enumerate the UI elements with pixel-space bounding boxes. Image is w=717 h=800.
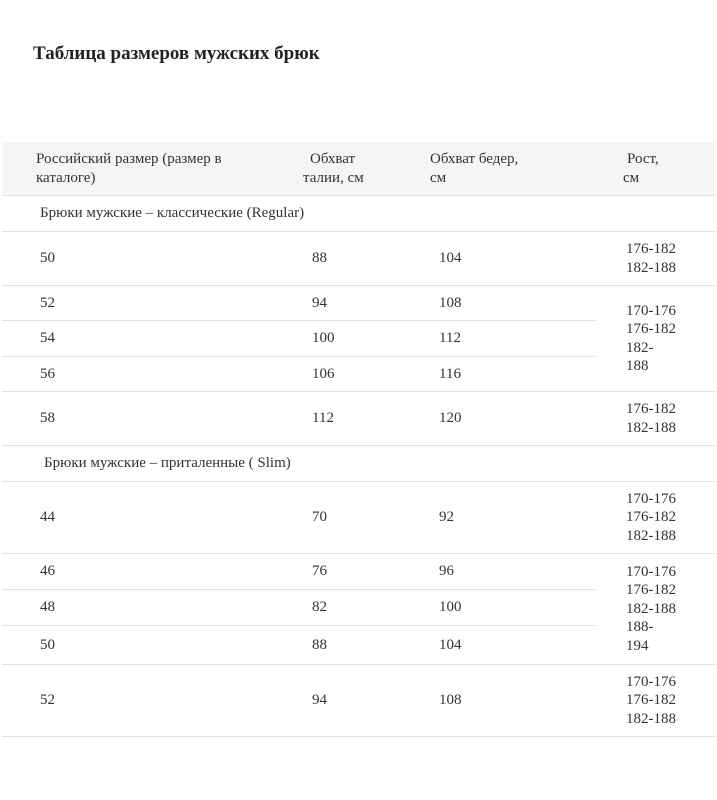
size-cell: 50 — [2, 626, 270, 665]
height-value: 176-182 — [626, 509, 676, 526]
section-row-regular — [2, 196, 715, 232]
header-text: каталоге) — [36, 170, 96, 186]
header-text: см — [430, 170, 447, 186]
waist-cell: 82 — [270, 590, 430, 626]
size-cell: 52 — [2, 665, 270, 737]
header-text: Обхват — [310, 151, 356, 167]
header-russian-size — [2, 142, 270, 196]
waist-cell: 106 — [270, 357, 430, 392]
height-value: 182-188 — [626, 600, 676, 617]
height-value: 182- — [626, 339, 654, 356]
waist-cell: 94 — [270, 286, 430, 321]
header-height — [595, 142, 715, 196]
table-row — [2, 392, 715, 446]
size-cell: 54 — [2, 321, 270, 357]
header-text: Рост, — [627, 151, 659, 167]
height-value: 170-176 — [626, 490, 676, 507]
height-value: 182-188 — [626, 259, 676, 276]
header-waist — [270, 142, 430, 196]
height-value: 188- — [626, 619, 654, 636]
section-label: Брюки мужские – классические (Regular) — [2, 196, 715, 232]
hip-cell: 108 — [430, 665, 595, 737]
section-row-slim — [2, 446, 715, 482]
height-value: 170-176 — [626, 673, 676, 690]
height-value: 182-188 — [626, 419, 676, 436]
height-cell — [595, 392, 715, 446]
height-cell — [595, 286, 715, 392]
header-text: см — [623, 170, 640, 186]
hip-cell: 96 — [430, 554, 595, 590]
page-title: Таблица размеров мужских брюк — [33, 43, 320, 64]
hip-cell: 120 — [430, 392, 595, 446]
section-label: Брюки мужские – приталенные ( Slim) — [2, 446, 715, 482]
height-value: 182-188 — [626, 527, 676, 544]
table-row — [2, 482, 715, 554]
hip-cell: 112 — [430, 321, 595, 357]
hip-cell: 104 — [430, 232, 595, 286]
size-cell: 46 — [2, 554, 270, 590]
height-cell — [595, 482, 715, 554]
size-cell: 44 — [2, 482, 270, 554]
height-value: 176-182 — [626, 692, 676, 709]
hip-cell: 92 — [430, 482, 595, 554]
waist-cell: 88 — [270, 626, 430, 665]
height-value: 170-176 — [626, 563, 676, 580]
hip-cell: 100 — [430, 590, 595, 626]
hip-cell: 108 — [430, 286, 595, 321]
height-value: 176-182 — [626, 241, 676, 257]
size-cell: 52 — [2, 286, 270, 321]
height-value: 194 — [626, 637, 649, 654]
height-value: 176-182 — [626, 582, 676, 599]
height-value: 170-176 — [626, 302, 676, 319]
size-cell: 48 — [2, 590, 270, 626]
header-hip — [430, 142, 595, 196]
waist-cell: 100 — [270, 321, 430, 357]
waist-cell: 112 — [270, 392, 430, 446]
header-text: Российский размер (размер в — [36, 151, 222, 167]
height-value: 188 — [626, 358, 649, 374]
height-value: 176-182 — [626, 401, 676, 417]
waist-cell: 94 — [270, 665, 430, 737]
table-header-row — [2, 142, 715, 196]
header-text: Обхват бедер, — [430, 151, 519, 167]
waist-cell: 70 — [270, 482, 430, 554]
height-cell — [595, 232, 715, 286]
hip-cell: 104 — [430, 626, 595, 665]
table-row — [2, 232, 715, 286]
size-cell: 56 — [2, 357, 270, 392]
header-text: талии, см — [303, 170, 364, 186]
height-cell — [595, 554, 715, 665]
waist-cell: 76 — [270, 554, 430, 590]
height-value: 176-182 — [626, 321, 676, 337]
table-row — [2, 286, 715, 321]
table-row — [2, 665, 715, 737]
height-cell — [595, 665, 715, 737]
hip-cell: 116 — [430, 357, 595, 392]
size-cell: 58 — [2, 392, 270, 446]
height-value: 182-188 — [626, 710, 676, 727]
size-table — [2, 142, 715, 737]
table-row — [2, 554, 715, 590]
waist-cell: 88 — [270, 232, 430, 286]
size-cell: 50 — [2, 232, 270, 286]
